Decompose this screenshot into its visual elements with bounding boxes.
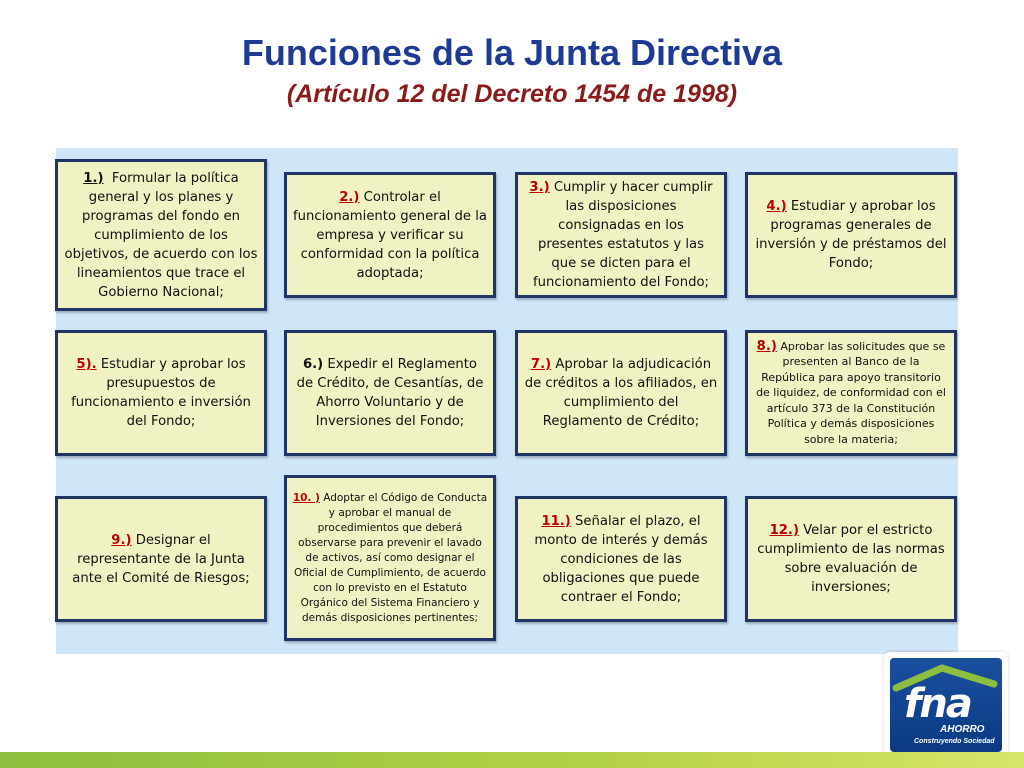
function-text: Estudiar y aprobar los presupuestos de funcionamiento e inversión del Fondo;: [71, 357, 251, 429]
function-number: 7.): [530, 357, 552, 372]
function-text: Velar por el estricto cumplimiento de las normas sobre evaluación de inversiones;: [757, 523, 945, 595]
fna-brand-text: fna: [904, 681, 971, 727]
function-box-10: [284, 475, 496, 641]
function-box-2: [284, 172, 496, 298]
side-note: [6, 666, 22, 746]
function-number: 6.): [302, 357, 324, 372]
function-box-9: [55, 496, 267, 622]
function-box-7: [515, 330, 727, 456]
function-text: Aprobar la adjudicación de créditos a los afiliados, en cumplimiento del Reglamento de Crédito;: [524, 357, 718, 429]
function-number: 4.): [766, 199, 787, 214]
page-title: Funciones de la Junta Directiva: [241, 32, 783, 73]
function-number: 8.): [756, 338, 777, 354]
function-text: Formular la política general y los planes y programas del fondo en cumplimiento de los objetivos, de acuerdo con los lineamientos que trace el Gobierno Nacional;: [64, 170, 258, 300]
function-number: 11.): [541, 513, 571, 529]
function-number: 10. ): [292, 491, 320, 504]
function-box-12: [745, 496, 957, 622]
function-text: Estudiar y aprobar los programas generales de inversión y de préstamos del Fondo;: [755, 199, 947, 271]
function-number: 9.): [111, 532, 132, 548]
function-text: Cumplir y hacer cumplir las disposiciones consignadas en los presentes estatutos y las que se dicten para el funcionamiento del Fondo;: [533, 180, 713, 290]
function-text: Señalar el plazo, el monto de interés y demás condiciones de las obligaciones que puede contraer el Fondo;: [534, 513, 708, 605]
bottom-accent-bar: [0, 752, 1024, 768]
function-box-1: [55, 159, 267, 311]
fna-line-tagline: Construyendo Sociedad: [914, 738, 995, 745]
function-text: Designar el representante de la Junta ante el Comité de Riesgos;: [72, 532, 250, 586]
function-text: Aprobar las solicitudes que se presenten al Banco de la República para apoyo transitorio de liquidez, de conformidad con el artículo 373 de la Constitución Política y demás disposiciones sobre la materia;: [756, 339, 946, 446]
function-number: 3.): [529, 180, 550, 195]
function-box-8: [745, 330, 957, 456]
function-number: 12.): [769, 523, 799, 538]
function-text: Controlar el funcionamiento general de la empresa y verificar su conformidad con la política adoptada;: [293, 189, 487, 281]
function-number: 2.): [339, 189, 360, 205]
fna-logo: [884, 652, 1008, 758]
function-box-3: [515, 172, 727, 298]
page-subtitle: (Artículo 12 del Decreto 1454 de 1998): [286, 80, 738, 108]
function-box-11: [515, 496, 727, 622]
function-box-5: [55, 330, 267, 456]
fna-line-ahorro: AHORRO: [940, 724, 985, 735]
function-box-6: [284, 330, 496, 456]
function-text: Adoptar el Código de Conducta y aprobar el manual de procedimientos que deberá observarse para prevenir el lavado de activos, así como designar el Oficial de Cumplimiento, de acuerdo con lo previsto en el Estatuto Orgánico del Sistema Financiero y demás disposiciones pertinentes;: [294, 491, 488, 624]
fna-logo-badge: [890, 658, 1002, 752]
function-text: Expedir el Reglamento de Crédito, de Cesantías, de Ahorro Voluntario y de Inversiones del Fondo;: [296, 357, 484, 429]
function-number: 1.): [83, 170, 104, 186]
function-box-4: [745, 172, 957, 298]
function-number: 5).: [76, 357, 97, 372]
